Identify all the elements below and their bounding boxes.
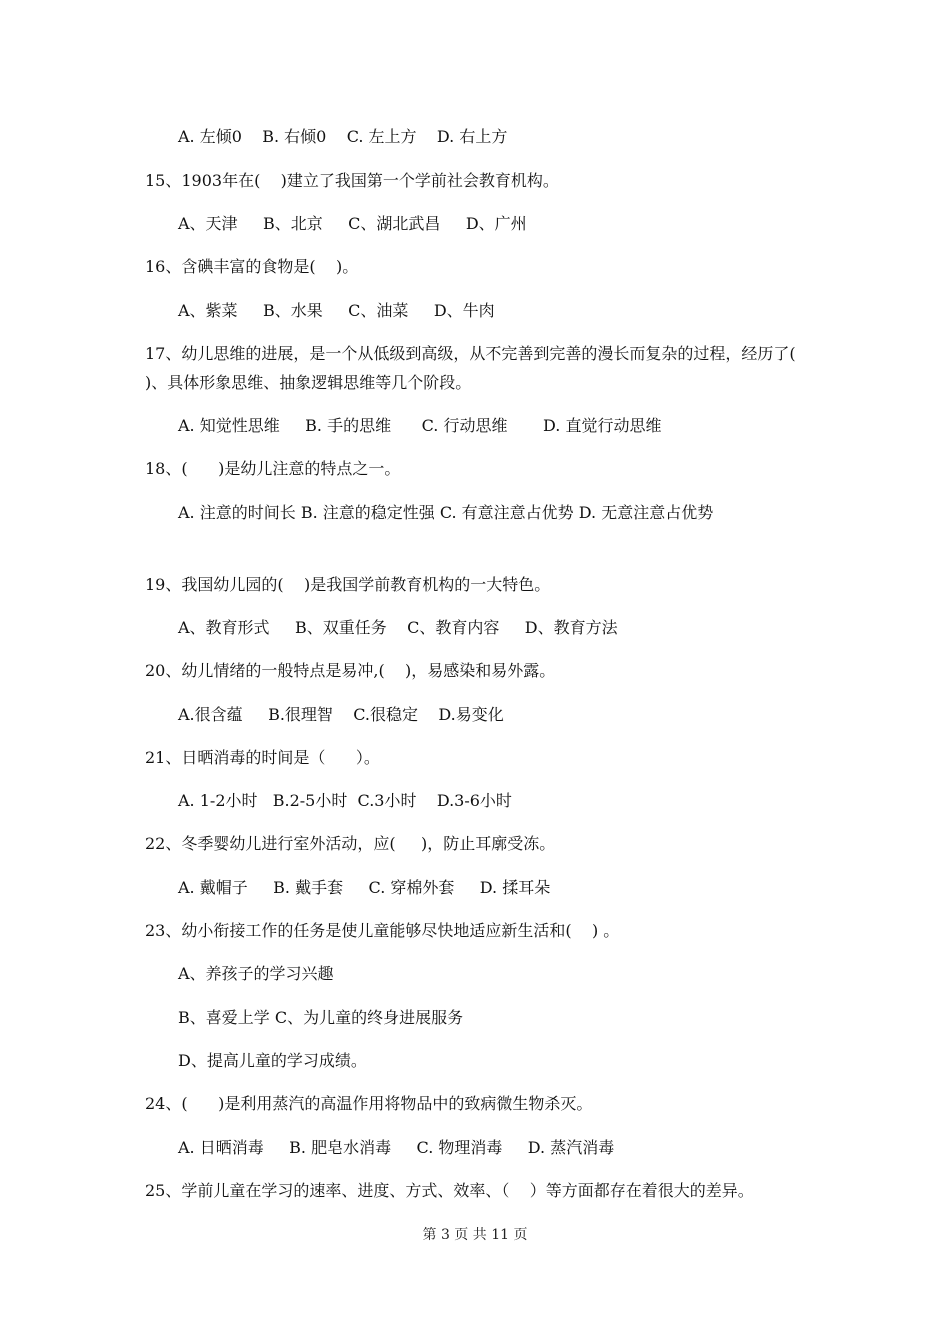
q19-stem: 19、我国幼儿园的( )是我国学前教育机构的一大特色。 (145, 575, 551, 594)
q20-stem: 20、幼儿情绪的一般特点是易冲,( )，易感染和易外露。 (145, 661, 556, 680)
q23-option-a: A、养孩子的学习兴趣 (178, 964, 334, 983)
q22-options: A. 戴帽子 B. 戴手套 C. 穿棉外套 D. 揉耳朵 (178, 878, 551, 897)
q18-options: A. 注意的时间长 B. 注意的稳定性强 C. 有意注意占优势 D. 无意注意占优势 (178, 503, 714, 522)
q17-stem: 17、幼儿思维的进展，是一个从低级到高级，从不完善到完善的漫长而复杂的过程，经历了( )、具体形象思维、抽象逻辑思维等几个阶段。 (145, 344, 796, 392)
q22-stem: 22、冬季婴幼儿进行室外活动，应( )，防止耳廓受冻。 (145, 834, 556, 853)
q18-stem: 18、( )是幼儿注意的特点之一。 (145, 459, 401, 478)
q23-option-bc: B、喜爱上学 C、为儿童的终身进展服务 (178, 1008, 464, 1027)
q23-stem: 23、幼小衔接工作的任务是使儿童能够尽快地适应新生活和( ) 。 (145, 921, 620, 940)
q15-stem: 15、1903年在( )建立了我国第一个学前社会教育机构。 (145, 171, 559, 190)
q25-stem: 25、学前儿童在学习的速率、进度、方式、效率、（ ）等方面都存在着很大的差异。 (145, 1181, 754, 1200)
page-footer: 第 3 页 共 11 页 (422, 1227, 528, 1243)
q15-options: A、天津 B、北京 C、湖北武昌 D、广州 (178, 214, 527, 233)
q21-stem: 21、日晒消毒的时间是（ ）。 (145, 748, 380, 767)
q24-stem: 24、( )是利用蒸汽的高温作用将物品中的致病微生物杀灭。 (145, 1094, 593, 1113)
q16-options: A、紫菜 B、水果 C、油菜 D、牛肉 (178, 301, 495, 320)
q21-options: A. 1-2小时 B.2-5小时 C.3小时 D.3-6小时 (178, 791, 512, 810)
q17-options: A. 知觉性思维 B. 手的思维 C. 行动思维 D. 直觉行动思维 (178, 416, 662, 435)
q24-options: A. 日晒消毒 B. 肥皂水消毒 C. 物理消毒 D. 蒸汽消毒 (178, 1138, 615, 1157)
q19-options: A、教育形式 B、双重任务 C、教育内容 D、教育方法 (178, 618, 618, 637)
q20-options: A.很含蕴 B.很理智 C.很稳定 D.易变化 (178, 705, 504, 724)
q16-stem: 16、含碘丰富的食物是( )。 (145, 257, 359, 276)
q14-options: A. 左倾0 B. 右倾0 C. 左上方 D. 右上方 (178, 127, 508, 146)
q23-option-d: D、提高儿童的学习成绩。 (178, 1051, 367, 1070)
